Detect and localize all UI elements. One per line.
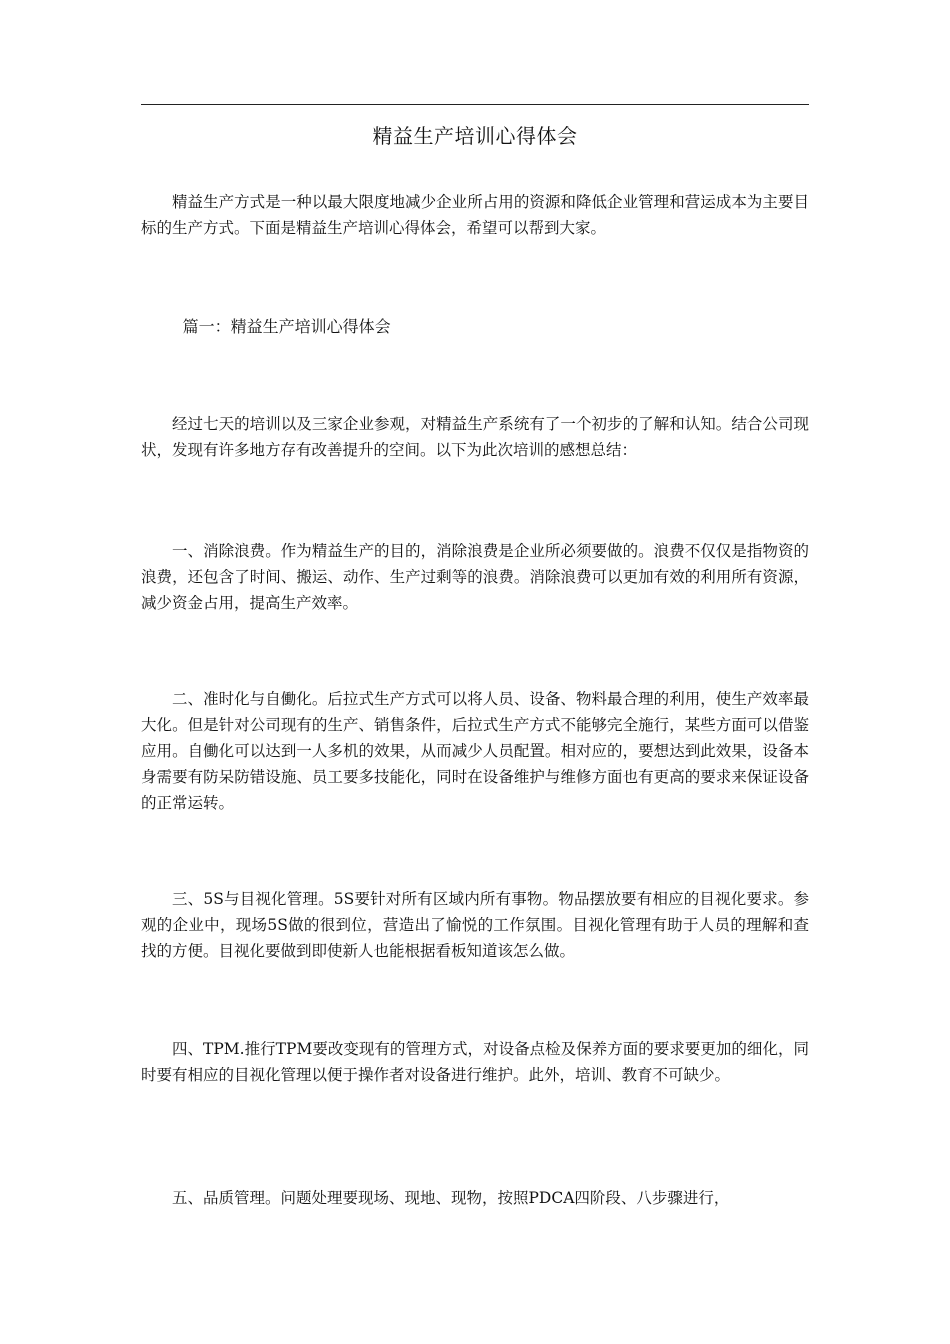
body-paragraph-4: 三、5S与目视化管理。5S要针对所有区域内所有事物。物品摆放要有相应的目视化要求。参观的企业中，现场5S做的很到位，营造出了愉悦的工作氛围。目视化管理有助于人员的理解和查找的方便。目视化要做到即使新人也能根据看板知道该怎么做。 (141, 890, 809, 960)
body-paragraph-6: 五、品质管理。问题处理要现场、现地、现物，按照PDCA四阶段、八步骤进行， (172, 1189, 730, 1207)
document-title: 精益生产培训心得体会 (372, 124, 578, 148)
body-paragraph-2: 一、消除浪费。作为精益生产的目的，消除浪费是企业所必须要做的。浪费不仅仅是指物资的浪费，还包含了时间、搬运、动作、生产过剩等的浪费。消除浪费可以更加有效的利用所有资源，减少资金占用，提高生产效率。 (141, 542, 809, 612)
section-heading: 篇一：精益生产培训心得体会 (182, 317, 391, 336)
body-paragraph-1: 经过七天的培训以及三家企业参观，对精益生产系统有了一个初步的了解和认知。结合公司现状，发现有许多地方存有改善提升的空间。以下为此次培训的感想总结： (141, 415, 809, 459)
body-paragraph-5: 四、TPM.推行TPM要改变现有的管理方式，对设备点检及保养方面的要求要更加的细化，同时要有相应的目视化管理以便于操作者对设备进行维护。此外，培训、教育不可缺少。 (141, 1040, 809, 1084)
header-rule (141, 104, 809, 105)
body-paragraph-3: 二、准时化与自働化。后拉式生产方式可以将人员、设备、物料最合理的利用，使生产效率最大化。但是针对公司现有的生产、销售条件，后拉式生产方式不能够完全施行，某些方面可以借鉴应用。自働化可以达到一人多机的效果，从而减少人员配置。相对应的，要想达到此效果，设备本身需要有防呆防错设施、员工要多技能化，同时在设备维护与维修方面也有更高的要求来保证设备的正常运转。 (141, 690, 809, 812)
intro-paragraph: 精益生产方式是一种以最大限度地减少企业所占用的资源和降低企业管理和营运成本为主要目标的生产方式。下面是精益生产培训心得体会，希望可以帮到大家。 (141, 193, 809, 237)
